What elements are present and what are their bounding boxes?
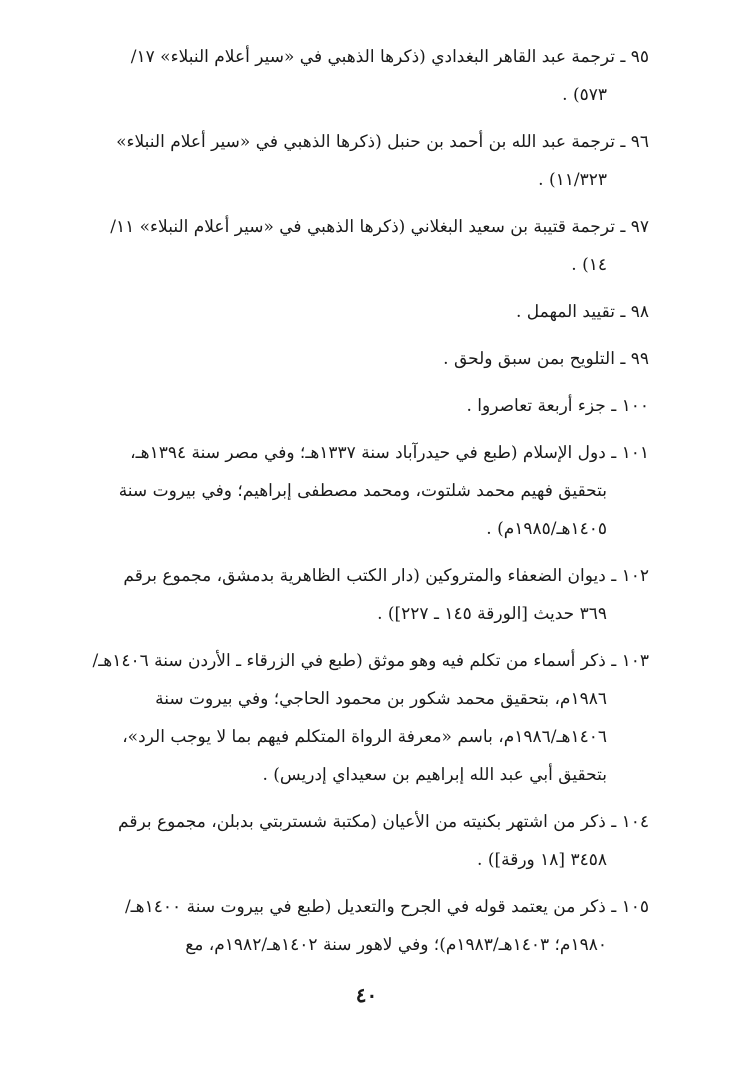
bibliography-list [66,38,649,973]
entry-text: ٩٨ ـ تقييد المهمل . [515,302,649,322]
entry-text: ١٠٣ ـ ذكر أسماء من تكلم فيه وهو موثق (طبع في الزرقاء ـ الأردن سنة ١٤٠٦هـ/ [92,651,649,671]
entry-continuation: ٥٧٣) . [562,85,607,105]
entry-text: ١٠٠ ـ جزء أربعة تعاصروا . [466,396,649,416]
page-number: ٤٠ [355,983,378,1007]
bibliography-entry [66,803,649,879]
bibliography-entry [66,208,649,284]
bibliography-entry [66,123,649,199]
entry-continuation: ١٩٨٠م؛ ١٤٠٣هـ/١٩٨٣م)؛ وفي لاهور سنة ١٤٠٢هـ/١٩٨٢م، مع [185,935,607,955]
bibliography-entry [66,888,649,964]
entry-continuation: ١٤٠٥هـ/١٩٨٥م) . [486,519,607,539]
entry-continuation: ٣٦٩ حديث [الورقة ١٤٥ ـ ٢٢٧]) . [377,604,607,624]
entry-text: ٩٩ ـ التلويح بمن سبق ولحق . [443,349,649,369]
entry-continuation: ١١/٣٢٣) . [538,170,607,190]
bibliography-entry [66,38,649,114]
entry-text: ١٠٥ ـ ذكر من يعتمد قوله في الجرح والتعديل (طبع في بيروت سنة ١٤٠٠هـ/ [124,897,649,917]
entry-continuation: بتحقيق فهيم محمد شلتوت، ومحمد مصطفى إبراهيم؛ وفي بيروت سنة [118,481,607,501]
entry-text: ٩٦ ـ ترجمة عبد الله بن أحمد بن حنبل (ذكرها الذهبي في «سير أعلام النبلاء» [116,132,649,152]
bibliography-entry [66,434,649,548]
entry-continuation: بتحقيق أبي عبد الله إبراهيم بن سعيداي إدريس) . [262,765,607,785]
entry-continuation: ١٤) . [571,255,607,275]
bibliography-entry [66,340,649,378]
bibliography-entry [66,557,649,633]
entry-text: ٩٥ ـ ترجمة عبد القاهر البغدادي (ذكرها الذهبي في «سير أعلام النبلاء» ١٧/ [130,47,649,67]
bibliography-entry [66,387,649,425]
entry-continuation: ١٩٨٦م، بتحقيق محمد شكور بن محمود الحاجي؛ وفي بيروت سنة [155,689,607,709]
entry-text: ٩٧ ـ ترجمة قتيبة بن سعيد البغلاني (ذكرها الذهبي في «سير أعلام النبلاء» ١١/ [110,217,649,237]
bibliography-entry [66,642,649,794]
entry-text: ١٠١ ـ دول الإسلام (طبع في حيدرآباد سنة ١٣٣٧هـ؛ وفي مصر سنة ١٣٩٤هـ، [130,443,649,463]
entry-continuation: ٣٤٥٨ [١٨ ورقة]) . [477,850,607,870]
entry-continuation: ١٤٠٦هـ/١٩٨٦م، باسم «معرفة الرواة المتكلم فيهم بما لا يوجب الرد»، [122,727,607,747]
entry-text: ١٠٤ ـ ذكر من اشتهر بكنيته من الأعيان (مكتبة شستربتي بدبلن، مجموع برقم [118,812,649,832]
entry-text: ١٠٢ ـ ديوان الضعفاء والمتروكين (دار الكتب الظاهرية بدمشق، مجموع برقم [123,566,649,586]
bibliography-entry [66,293,649,331]
